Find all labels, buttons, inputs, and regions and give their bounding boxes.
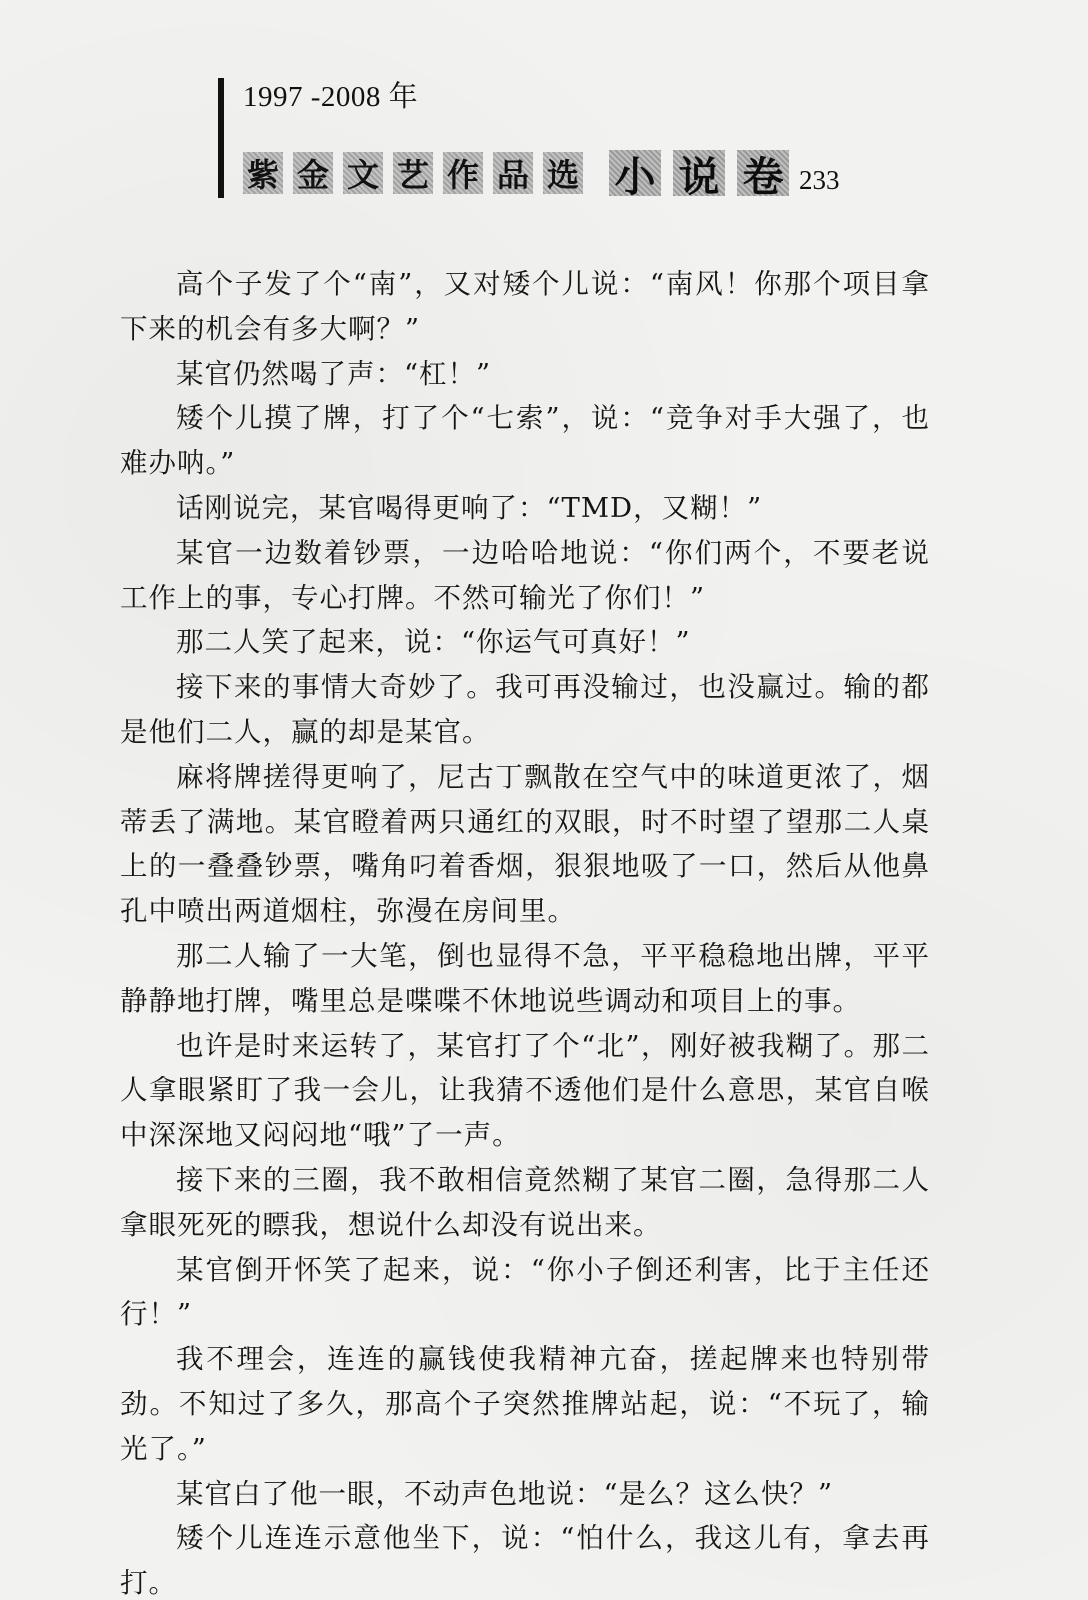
series-title-char: 艺 bbox=[393, 152, 433, 194]
paragraph: 某官一边数着钞票，一边哈哈地说：“你们两个，不要老说工作上的事，专心打牌。不然可输光了你们！” bbox=[120, 536, 930, 614]
paragraph: 接下来的事情大奇妙了。我可再没输过，也没赢过。输的都是他们二人，赢的却是某官。 bbox=[120, 671, 930, 748]
series-title bbox=[243, 152, 583, 194]
series-title-char: 选 bbox=[543, 152, 583, 194]
header-vertical-rule bbox=[218, 78, 224, 198]
paragraph: 也许是时来运转了，某官打了个“北”，刚好被我糊了。那二人拿眼紧盯了我一会儿，让我猜不透他们是什么意思，某官自喉中深深地又闷闷地“哦”了一声。 bbox=[120, 1029, 930, 1152]
running-header bbox=[243, 150, 840, 201]
paragraph: 某官倒开怀笑了起来，说：“你小子倒还利害，比于主任还行！” bbox=[120, 1253, 930, 1331]
volume-title bbox=[609, 150, 789, 201]
paragraph: 话刚说完，某官喝得更响了：“TMD，又糊！” bbox=[176, 491, 763, 524]
volume-title-char: 小 bbox=[609, 150, 661, 196]
paragraph: 矮个儿连连示意他坐下，说：“怕什么，我这儿有，拿去再打。 bbox=[120, 1522, 930, 1600]
series-title-char: 紫 bbox=[243, 152, 283, 194]
paragraph: 麻将牌搓得更响了，尼古丁飘散在空气中的味道更浓了，烟蒂丢了满地。某官瞪着两只通红的双眼，时不时望了望那二人桌上的一叠叠钞票，嘴角叼着香烟，狠狠地吸了一口，然后从他鼻孔中喷出两道烟柱，弥漫在房间里。 bbox=[120, 760, 930, 928]
series-title-char: 文 bbox=[343, 152, 383, 194]
volume-title-char: 卷 bbox=[737, 150, 789, 196]
header-years: 1997 -2008 年 bbox=[243, 81, 419, 113]
paragraph: 矮个儿摸了牌，打了个“七索”，说：“竞争对手大强了，也难办呐。” bbox=[120, 402, 930, 480]
paragraph: 那二人输了一大笔，倒也显得不急，平平稳稳地出牌，平平静静地打牌，嘴里总是喋喋不休地说些调动和项目上的事。 bbox=[120, 939, 930, 1017]
paragraph: 我不理会，连连的赢钱使我精神亢奋，搓起牌来也特别带劲。不知过了多久，那高个子突然推牌站起，说：“不玩了，输光了。” bbox=[120, 1343, 930, 1465]
series-title-char: 作 bbox=[443, 152, 483, 194]
body-text bbox=[120, 262, 930, 1600]
series-title-char: 金 bbox=[293, 152, 333, 194]
paragraph: 那二人笑了起来，说：“你运气可真好！” bbox=[176, 626, 691, 659]
paragraph: 某官白了他一眼，不动声色地说：“是么？这么快？” bbox=[176, 1477, 834, 1510]
paragraph: 某官仍然喝了声：“杠！” bbox=[176, 357, 492, 390]
volume-title-char: 说 bbox=[673, 150, 725, 196]
page-number: 233 bbox=[799, 164, 840, 195]
paragraph: 接下来的三圈，我不敢相信竟然糊了某官二圈，急得那二人拿眼死死的瞟我，想说什么却没有说出来。 bbox=[120, 1163, 930, 1241]
series-title-char: 品 bbox=[493, 152, 533, 194]
paragraph: 高个子发了个“南”，又对矮个儿说：“南风！你那个项目拿下来的机会有多大啊？” bbox=[120, 268, 930, 345]
